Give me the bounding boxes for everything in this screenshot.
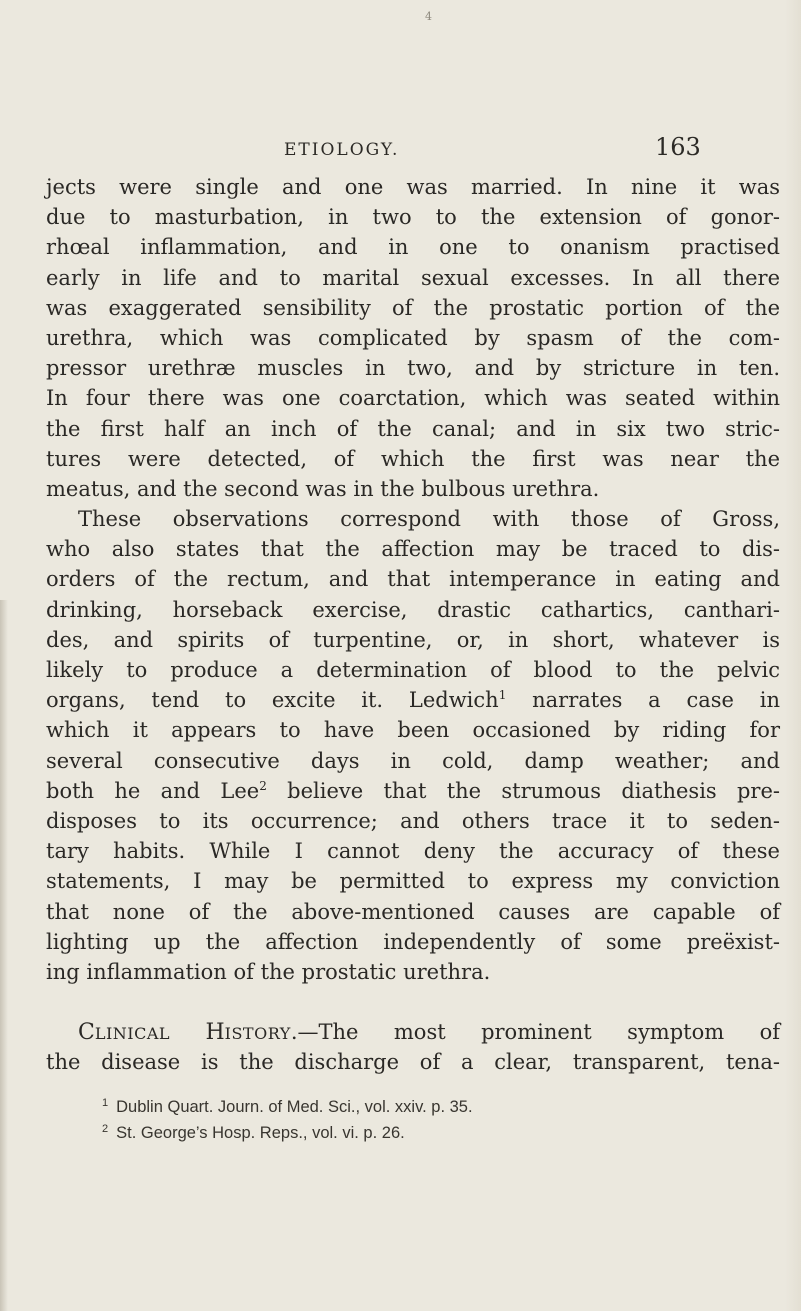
text-segment: organs, tend to excite it. <box>46 688 384 713</box>
footnote-ref-1: 1 <box>498 688 507 703</box>
text-segment: believe that the strumous diathesis pre- <box>287 778 780 803</box>
footnote-marker: 1 <box>102 1097 109 1109</box>
text-line <box>46 685 780 715</box>
body-text <box>46 172 780 1078</box>
text-line <box>46 776 780 806</box>
heading-rest: LINICAL <box>94 1024 171 1044</box>
text-line: the first half an inch of the canal; and in six two stric- <box>46 416 780 441</box>
footnote-text: Dublin Quart. Journ. of Med. Sci., vol. xxiv. p. 35. <box>116 1098 473 1116</box>
text-line: rhœal inflammation, and in one to onanism practised <box>46 235 780 260</box>
text-line: pressor urethræ muscles in two, and by stricture in ten. <box>46 356 780 381</box>
text-line: which it appears to have been occasioned by riding for <box>46 718 780 743</box>
text-line: des, and spirits of turpentine, or, in short, whatever is <box>46 627 780 652</box>
text-line: early in life and to marital sexual excesses. In all there <box>46 265 780 290</box>
text-line: lighting up the affection independently of some preëxist- <box>46 929 780 954</box>
footnote-2 <box>102 1120 742 1146</box>
text-line: was exaggerated sensibility of the prostatic portion of the <box>46 295 780 320</box>
text-line: In four there was one coarctation, which was seated within <box>46 386 780 411</box>
text-line: orders of the rectum, and that intemperance in eating and <box>46 567 780 592</box>
footnote-ref-2: 2 <box>259 778 267 793</box>
text-line: due to masturbation, in two to the extension of gonor- <box>46 205 780 230</box>
text-line: urethra, which was complicated by spasm of the com- <box>46 325 780 350</box>
text-line: that none of the above-mentioned causes are capable of <box>46 899 780 924</box>
text-line: ing inflammation of the prostatic urethra. <box>46 959 491 984</box>
text-line: statements, I may be permitted to express my conviction <box>46 869 780 894</box>
text-line: who also states that the affection may be traced to dis- <box>46 537 780 562</box>
citation-ledwich: Ledwich <box>408 688 499 713</box>
text-segment: narrates a case in <box>532 688 780 713</box>
text-line: meatus, and the second was in the bulbous urethra. <box>46 476 600 501</box>
text-line: disposes to its occurrence; and others trace it to seden- <box>46 808 780 833</box>
text-line: several consecutive days in cold, damp weather; and <box>46 748 780 773</box>
page-number: 163 <box>655 133 701 161</box>
footnote-marker: 2 <box>102 1123 109 1135</box>
citation-lee: Lee <box>220 778 260 803</box>
heading-initial: C <box>78 1020 95 1046</box>
heading-initial: H <box>205 1020 225 1046</box>
binding-shadow <box>0 600 8 1311</box>
footnote-text: St. George’s Hosp. Reps., vol. vi. p. 26. <box>116 1124 405 1142</box>
printer-mark: 4 <box>425 10 432 23</box>
footnote-1 <box>102 1094 742 1120</box>
text-line: tures were detected, of which the first was near the <box>46 446 780 471</box>
text-line: These observations correspond with those of Gross, <box>78 507 780 532</box>
text-line: likely to produce a determination of blood to the pelvic <box>46 658 780 682</box>
text-line: tary habits. While I cannot deny the accuracy of these <box>46 839 780 864</box>
page-edge-shadow <box>785 0 801 1311</box>
heading-rest: ISTORY <box>224 1024 291 1044</box>
footnotes <box>102 1094 742 1146</box>
text-line: jects were single and one was married. In nine it was <box>46 175 780 199</box>
text-line: the disease is the discharge of a clear, transparent, tena- <box>46 1050 780 1075</box>
text-segment: .—The most prominent symptom of <box>290 1020 780 1045</box>
text-line: drinking, horseback exercise, drastic cathartics, canthari- <box>46 597 780 622</box>
paragraph-gap <box>46 987 780 1017</box>
section-heading-line <box>46 1017 780 1047</box>
text-segment: both he and <box>46 778 201 803</box>
running-head: ETIOLOGY. <box>284 140 400 160</box>
